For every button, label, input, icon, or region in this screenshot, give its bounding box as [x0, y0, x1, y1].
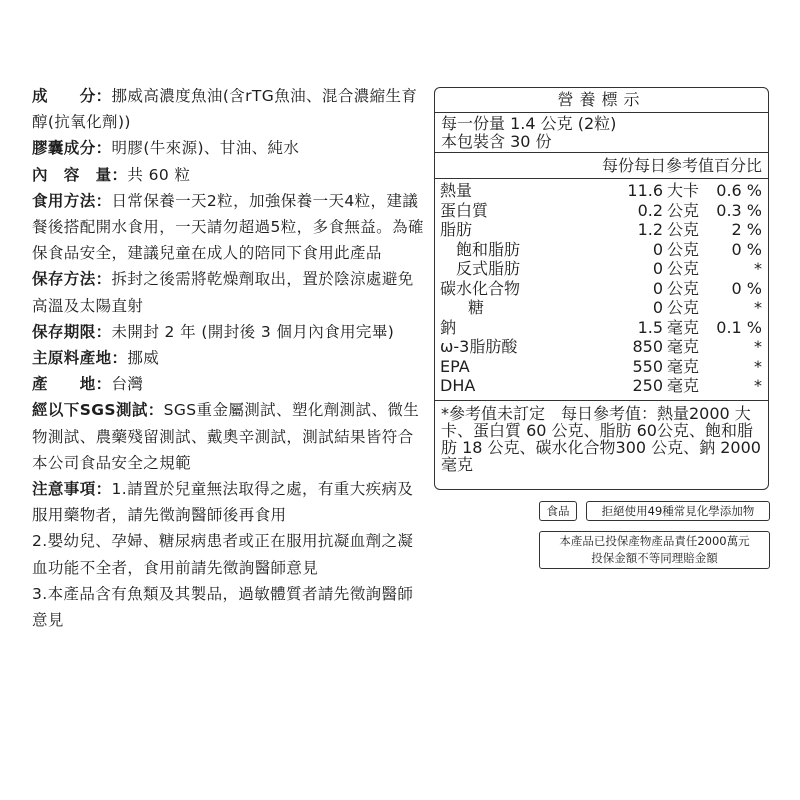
nutrient-name: 飽和脂肪 — [456, 239, 521, 259]
nutrient-amount: 550 — [632, 356, 664, 376]
nutrient-name: DHA — [440, 376, 476, 396]
content-line — [32, 162, 427, 188]
nutrient-unit: 公克 — [667, 259, 700, 279]
nutrient-name: 鈉 — [440, 317, 457, 337]
capsule-label: 膠囊成分： — [32, 139, 112, 158]
nutrient-row — [440, 318, 764, 338]
shelf-label: 保存期限： — [32, 322, 112, 341]
food-badge: 食品 — [539, 501, 577, 521]
nutrient-dv: * — [754, 356, 762, 376]
nutrient-amount: 11.6 — [627, 181, 664, 201]
nutrient-dv: * — [754, 259, 762, 279]
nutrient-name: 蛋白質 — [440, 200, 489, 220]
nutrient-row — [440, 259, 764, 279]
notice-label: 注意事項： — [32, 480, 112, 499]
nutrient-unit: 公克 — [667, 220, 700, 240]
origin-label: 主原料產地： — [32, 349, 128, 368]
usage-text: 日常保養一天2粒，加強保養一天4粒，建議餐後搭配開水食用，一天請勿超過5粒，多食無益。為確保食品安全，建議兒童在成人的陪同下食用此產品 — [32, 191, 424, 263]
nutrient-dv: 0.3 % — [716, 200, 762, 220]
nutrient-amount: 850 — [632, 337, 664, 357]
insurance-line-2: 投保金額不等同理賠金額 — [591, 551, 718, 565]
nutrient-row — [440, 279, 764, 299]
origin-line — [32, 345, 427, 371]
ingredients-panel — [32, 83, 427, 633]
nutrient-row — [440, 337, 764, 357]
usage-line — [32, 188, 427, 267]
nutrition-facts-table — [434, 87, 769, 490]
nutrient-row — [440, 181, 764, 201]
nutrient-row — [440, 376, 764, 396]
serving-size: 每一份量 1.4 公克 (2粒) — [441, 114, 617, 133]
nutrient-dv: 0.1 % — [716, 317, 762, 337]
nutrient-row — [440, 240, 764, 260]
additives-badge: 拒絕使用49種常見化學添加物 — [586, 501, 770, 521]
nutrient-name: 反式脂肪 — [456, 259, 521, 279]
nutrient-unit: 公克 — [667, 200, 700, 220]
nutrient-rows — [440, 181, 764, 396]
nutrient-name: 碳水化合物 — [440, 278, 521, 298]
nutrient-unit: 毫克 — [667, 376, 700, 396]
nutrition-footnote: *參考值未訂定 每日參考值：熱量2000 大卡、蛋白質 60 公克、脂肪 60公克、飽和脂肪 18 公克、碳水化合物300 公克、鈉 2000 毫克 — [435, 400, 768, 477]
nutrient-name: EPA — [440, 356, 470, 376]
capsule-text: 明膠(牛來源)、甘油、純水 — [111, 139, 300, 158]
nutrient-amount: 0 — [652, 298, 664, 318]
nutrient-dv: * — [754, 376, 762, 396]
nutrient-amount: 0.2 — [637, 200, 664, 220]
notice-1: 1.請置於兒童無法取得之處，有重大疾病及服用藥物者，請先徵詢醫師後再食用 — [32, 480, 414, 525]
nutrient-dv: 0 % — [731, 278, 762, 298]
serving-info — [435, 113, 768, 153]
nutrient-amount: 0 — [652, 278, 664, 298]
nutrient-row — [440, 220, 764, 240]
notice-2: 2.嬰幼兒、孕婦、糖尿病患者或正在服用抗凝血劑之凝血功能不全者，食用前請先徵詢醫師意見 — [32, 532, 414, 577]
capsule-line — [32, 135, 427, 161]
usage-label: 食用方法： — [32, 191, 112, 210]
content-label: 內 容 量： — [32, 165, 128, 184]
nutrient-row — [440, 357, 764, 377]
storage-label: 保存方法： — [32, 270, 112, 289]
nutrient-unit: 大卡 — [667, 181, 700, 201]
nutrient-dv: * — [754, 298, 762, 318]
servings-per-package: 本包裝含 30 份 — [441, 132, 552, 151]
composition-label: 成 分： — [32, 87, 112, 105]
nutrient-row — [440, 298, 764, 318]
origin-text: 挪威 — [127, 349, 160, 368]
nutrient-amount: 0 — [652, 259, 664, 279]
nutrient-unit: 毫克 — [667, 356, 700, 376]
nutrient-dv: 0 % — [731, 239, 762, 259]
nutrient-name: 脂肪 — [440, 220, 473, 240]
nutrient-unit: 公克 — [667, 298, 700, 318]
nutrient-unit: 公克 — [667, 239, 700, 259]
shelf-line — [32, 319, 427, 345]
nutrition-title: 營養標示 — [435, 88, 768, 113]
nutrient-unit: 毫克 — [667, 317, 700, 337]
nutrient-dv: 2 % — [731, 220, 762, 240]
nutrient-name: 糖 — [468, 298, 485, 318]
content-text: 共 60 粒 — [127, 165, 191, 184]
notice-3: 3.本產品含有魚類及其製品，過敏體質者請先徵詢醫師意見 — [32, 584, 414, 630]
nutrient-amount: 0 — [652, 239, 664, 259]
sgs-line — [32, 397, 427, 476]
nutrient-dv: 0.6 % — [716, 181, 762, 201]
composition-text: 挪威高濃度魚油(含rTG魚油、混合濃縮生育醇(抗氧化劑)) — [32, 87, 418, 132]
sgs-label: 經以下SGS測試： — [32, 401, 164, 420]
nutrient-amount: 250 — [632, 376, 664, 396]
insurance-line-1: 本產品已投保產物產品責任2000萬元 — [559, 534, 750, 548]
nutrient-row — [440, 201, 764, 221]
nutrient-unit: 公克 — [667, 278, 700, 298]
storage-line — [32, 266, 427, 318]
nutrient-amount: 1.5 — [637, 317, 664, 337]
nutrient-name: 熱量 — [440, 181, 473, 201]
sgs-text: SGS重金屬測試、塑化劑測試、微生物測試、農藥殘留測試、戴奧辛測試，測試結果皆符合本公司食品安全之規範 — [32, 401, 420, 472]
place-text: 台灣 — [111, 375, 144, 394]
notice-line — [32, 476, 427, 528]
composition-line — [32, 83, 427, 135]
place-line — [32, 371, 427, 397]
place-label: 產 地： — [32, 375, 112, 394]
shelf-text: 未開封 2 年 (開封後 3 個月內食用完畢) — [111, 322, 395, 341]
nutrient-unit: 毫克 — [667, 337, 700, 357]
insurance-badge — [539, 531, 770, 569]
nutrient-amount: 1.2 — [637, 220, 664, 240]
nutrient-name: ω-3脂肪酸 — [440, 337, 518, 357]
nutrient-dv: * — [754, 337, 762, 357]
storage-text: 拆封之後需將乾燥劑取出，置於陰涼處避免高溫及太陽直射 — [32, 270, 414, 315]
daily-value-header: 每份每日參考值百分比 — [435, 153, 768, 179]
